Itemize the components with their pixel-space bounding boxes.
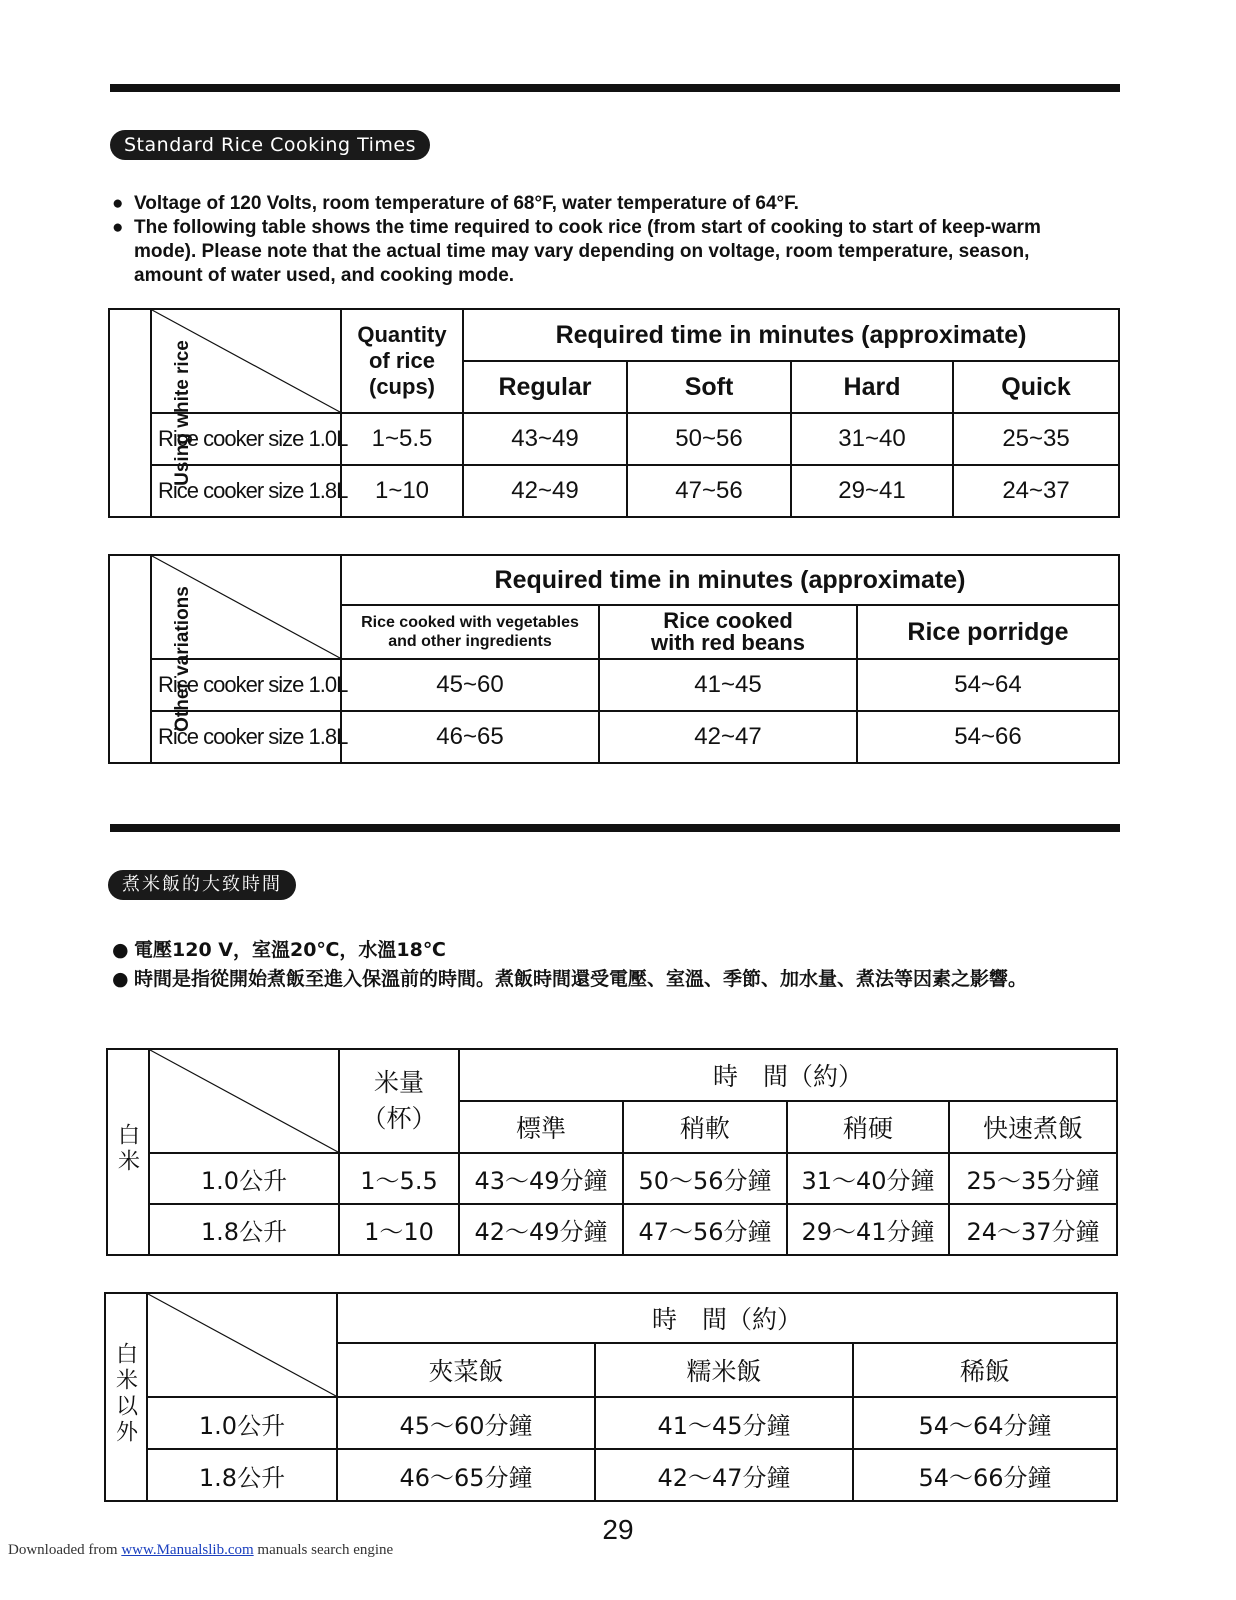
table-row <box>105 1449 1117 1501</box>
time-value: 42～47分鐘 <box>595 1449 853 1501</box>
time-value: 46～65分鐘 <box>337 1449 595 1501</box>
quantity-header: Quantity of rice (cups) <box>341 309 463 413</box>
time-value: 41~45 <box>599 659 857 711</box>
page-number: 29 <box>602 1514 634 1545</box>
note-timing: ● The following table shows the time required to cook rice (from start of cooking to start of keep-warm mode). Please note that the actual time may vary depending on voltage, room temperature, season, amount of water used, and cooking mode. <box>112 216 1087 288</box>
time-value: 29～41分鐘 <box>787 1204 949 1255</box>
time-value: 54~64 <box>857 659 1119 711</box>
mode-standard-zh: 標準 <box>459 1101 623 1153</box>
mode-vegetables: Rice cooked with vegetables and other ingredients <box>341 605 599 659</box>
mode-vegetables-zh: 夾菜飯 <box>337 1343 595 1397</box>
diagonal-header-cell <box>151 555 341 659</box>
other-variations-table-zh <box>104 1292 1118 1502</box>
table-row <box>109 711 1119 763</box>
time-value: 47～56分鐘 <box>623 1204 787 1255</box>
english-notes <box>112 192 1087 288</box>
time-value: 47~56 <box>627 465 791 517</box>
time-value: 42～49分鐘 <box>459 1204 623 1255</box>
size-label: 1.8公升 <box>147 1449 337 1501</box>
time-value: 24～37分鐘 <box>949 1204 1117 1255</box>
manualslib-link[interactable]: www.Manualslib.com <box>121 1542 254 1558</box>
note-voltage-zh: ● 電壓120 V，室溫20℃，水溫18℃ <box>112 936 1102 965</box>
time-value: 54~66 <box>857 711 1119 763</box>
time-value: 31～40分鐘 <box>787 1153 949 1204</box>
required-time-header: Required time in minutes (approximate) <box>341 555 1119 605</box>
footer-suffix: manuals search engine <box>253 1542 394 1558</box>
qty-value: 1~5.5 <box>341 413 463 465</box>
size-label: Rice cooker size 1.0L <box>151 413 341 465</box>
mode-regular: Regular <box>463 361 627 413</box>
size-label: Rice cooker size 1.8L <box>151 711 341 763</box>
download-footer <box>8 1542 393 1559</box>
mode-porridge-zh: 稀飯 <box>853 1343 1117 1397</box>
side-label-other-zh: 白米以外 <box>105 1293 147 1501</box>
mode-glutinous-zh: 糯米飯 <box>595 1343 853 1397</box>
mode-soft-zh: 稍軟 <box>623 1101 787 1153</box>
white-rice-table-zh <box>106 1048 1118 1256</box>
time-value: 25~35 <box>953 413 1119 465</box>
diagonal-header-cell <box>149 1049 339 1153</box>
diagonal-header-cell <box>147 1293 337 1397</box>
qty-value: 1~10 <box>341 465 463 517</box>
section-title-badge-zh: 煮米飯的大致時間 <box>108 870 296 900</box>
qty-value: 1～10 <box>339 1204 459 1255</box>
side-label-white-rice-zh: 白米 <box>107 1049 149 1255</box>
time-value: 29~41 <box>791 465 953 517</box>
mode-soft: Soft <box>627 361 791 413</box>
time-value: 50~56 <box>627 413 791 465</box>
time-value: 43～49分鐘 <box>459 1153 623 1204</box>
mode-porridge: Rice porridge <box>857 605 1119 659</box>
top-rule <box>110 84 1120 92</box>
time-header-zh: 時 間（約） <box>337 1293 1117 1343</box>
size-label: 1.8公升 <box>149 1204 339 1255</box>
time-value: 31~40 <box>791 413 953 465</box>
side-label-other-variations: Other variations <box>109 555 151 763</box>
section-title-badge: Standard Rice Cooking Times <box>110 130 430 160</box>
time-value: 54～66分鐘 <box>853 1449 1117 1501</box>
size-label: Rice cooker size 1.0L <box>151 659 341 711</box>
table-row <box>109 413 1119 465</box>
time-value: 54～64分鐘 <box>853 1397 1117 1449</box>
qty-value: 1～5.5 <box>339 1153 459 1204</box>
table-row <box>107 1153 1117 1204</box>
time-value: 50～56分鐘 <box>623 1153 787 1204</box>
mode-quick-zh: 快速煮飯 <box>949 1101 1117 1153</box>
footer-prefix: Downloaded from <box>8 1542 122 1558</box>
mode-hard-zh: 稍硬 <box>787 1101 949 1153</box>
white-rice-table <box>108 308 1120 518</box>
other-variations-table <box>108 554 1120 764</box>
time-value: 42~47 <box>599 711 857 763</box>
mode-quick: Quick <box>953 361 1119 413</box>
required-time-header: Required time in minutes (approximate) <box>463 309 1119 361</box>
side-label-white-rice: Using white rice <box>109 309 151 517</box>
mode-red-beans: Rice cooked with red beans <box>599 605 857 659</box>
size-label: Rice cooker size 1.8L <box>151 465 341 517</box>
mode-hard: Hard <box>791 361 953 413</box>
quantity-header-zh: 米量 （杯） <box>339 1049 459 1153</box>
time-value: 43~49 <box>463 413 627 465</box>
note-timing-zh: ● 時間是指從開始煮飯至進入保溫前的時間。煮飯時間還受電壓、室溫、季節、加水量、煮法等因素之影響。 <box>112 965 1102 994</box>
time-value: 45～60分鐘 <box>337 1397 595 1449</box>
table-row <box>107 1204 1117 1255</box>
diagonal-header-cell <box>151 309 341 413</box>
table-row <box>105 1397 1117 1449</box>
time-value: 46~65 <box>341 711 599 763</box>
size-label: 1.0公升 <box>147 1397 337 1449</box>
time-header-zh: 時 間（約） <box>459 1049 1117 1101</box>
size-label: 1.0公升 <box>149 1153 339 1204</box>
chinese-notes <box>112 936 1102 994</box>
time-value: 45~60 <box>341 659 599 711</box>
middle-rule <box>110 824 1120 832</box>
time-value: 42~49 <box>463 465 627 517</box>
table-row <box>109 465 1119 517</box>
time-value: 24~37 <box>953 465 1119 517</box>
table-row <box>109 659 1119 711</box>
note-voltage: ● Voltage of 120 Volts, room temperature of 68°F, water temperature of 64°F. <box>112 192 1087 216</box>
time-value: 25～35分鐘 <box>949 1153 1117 1204</box>
time-value: 41～45分鐘 <box>595 1397 853 1449</box>
